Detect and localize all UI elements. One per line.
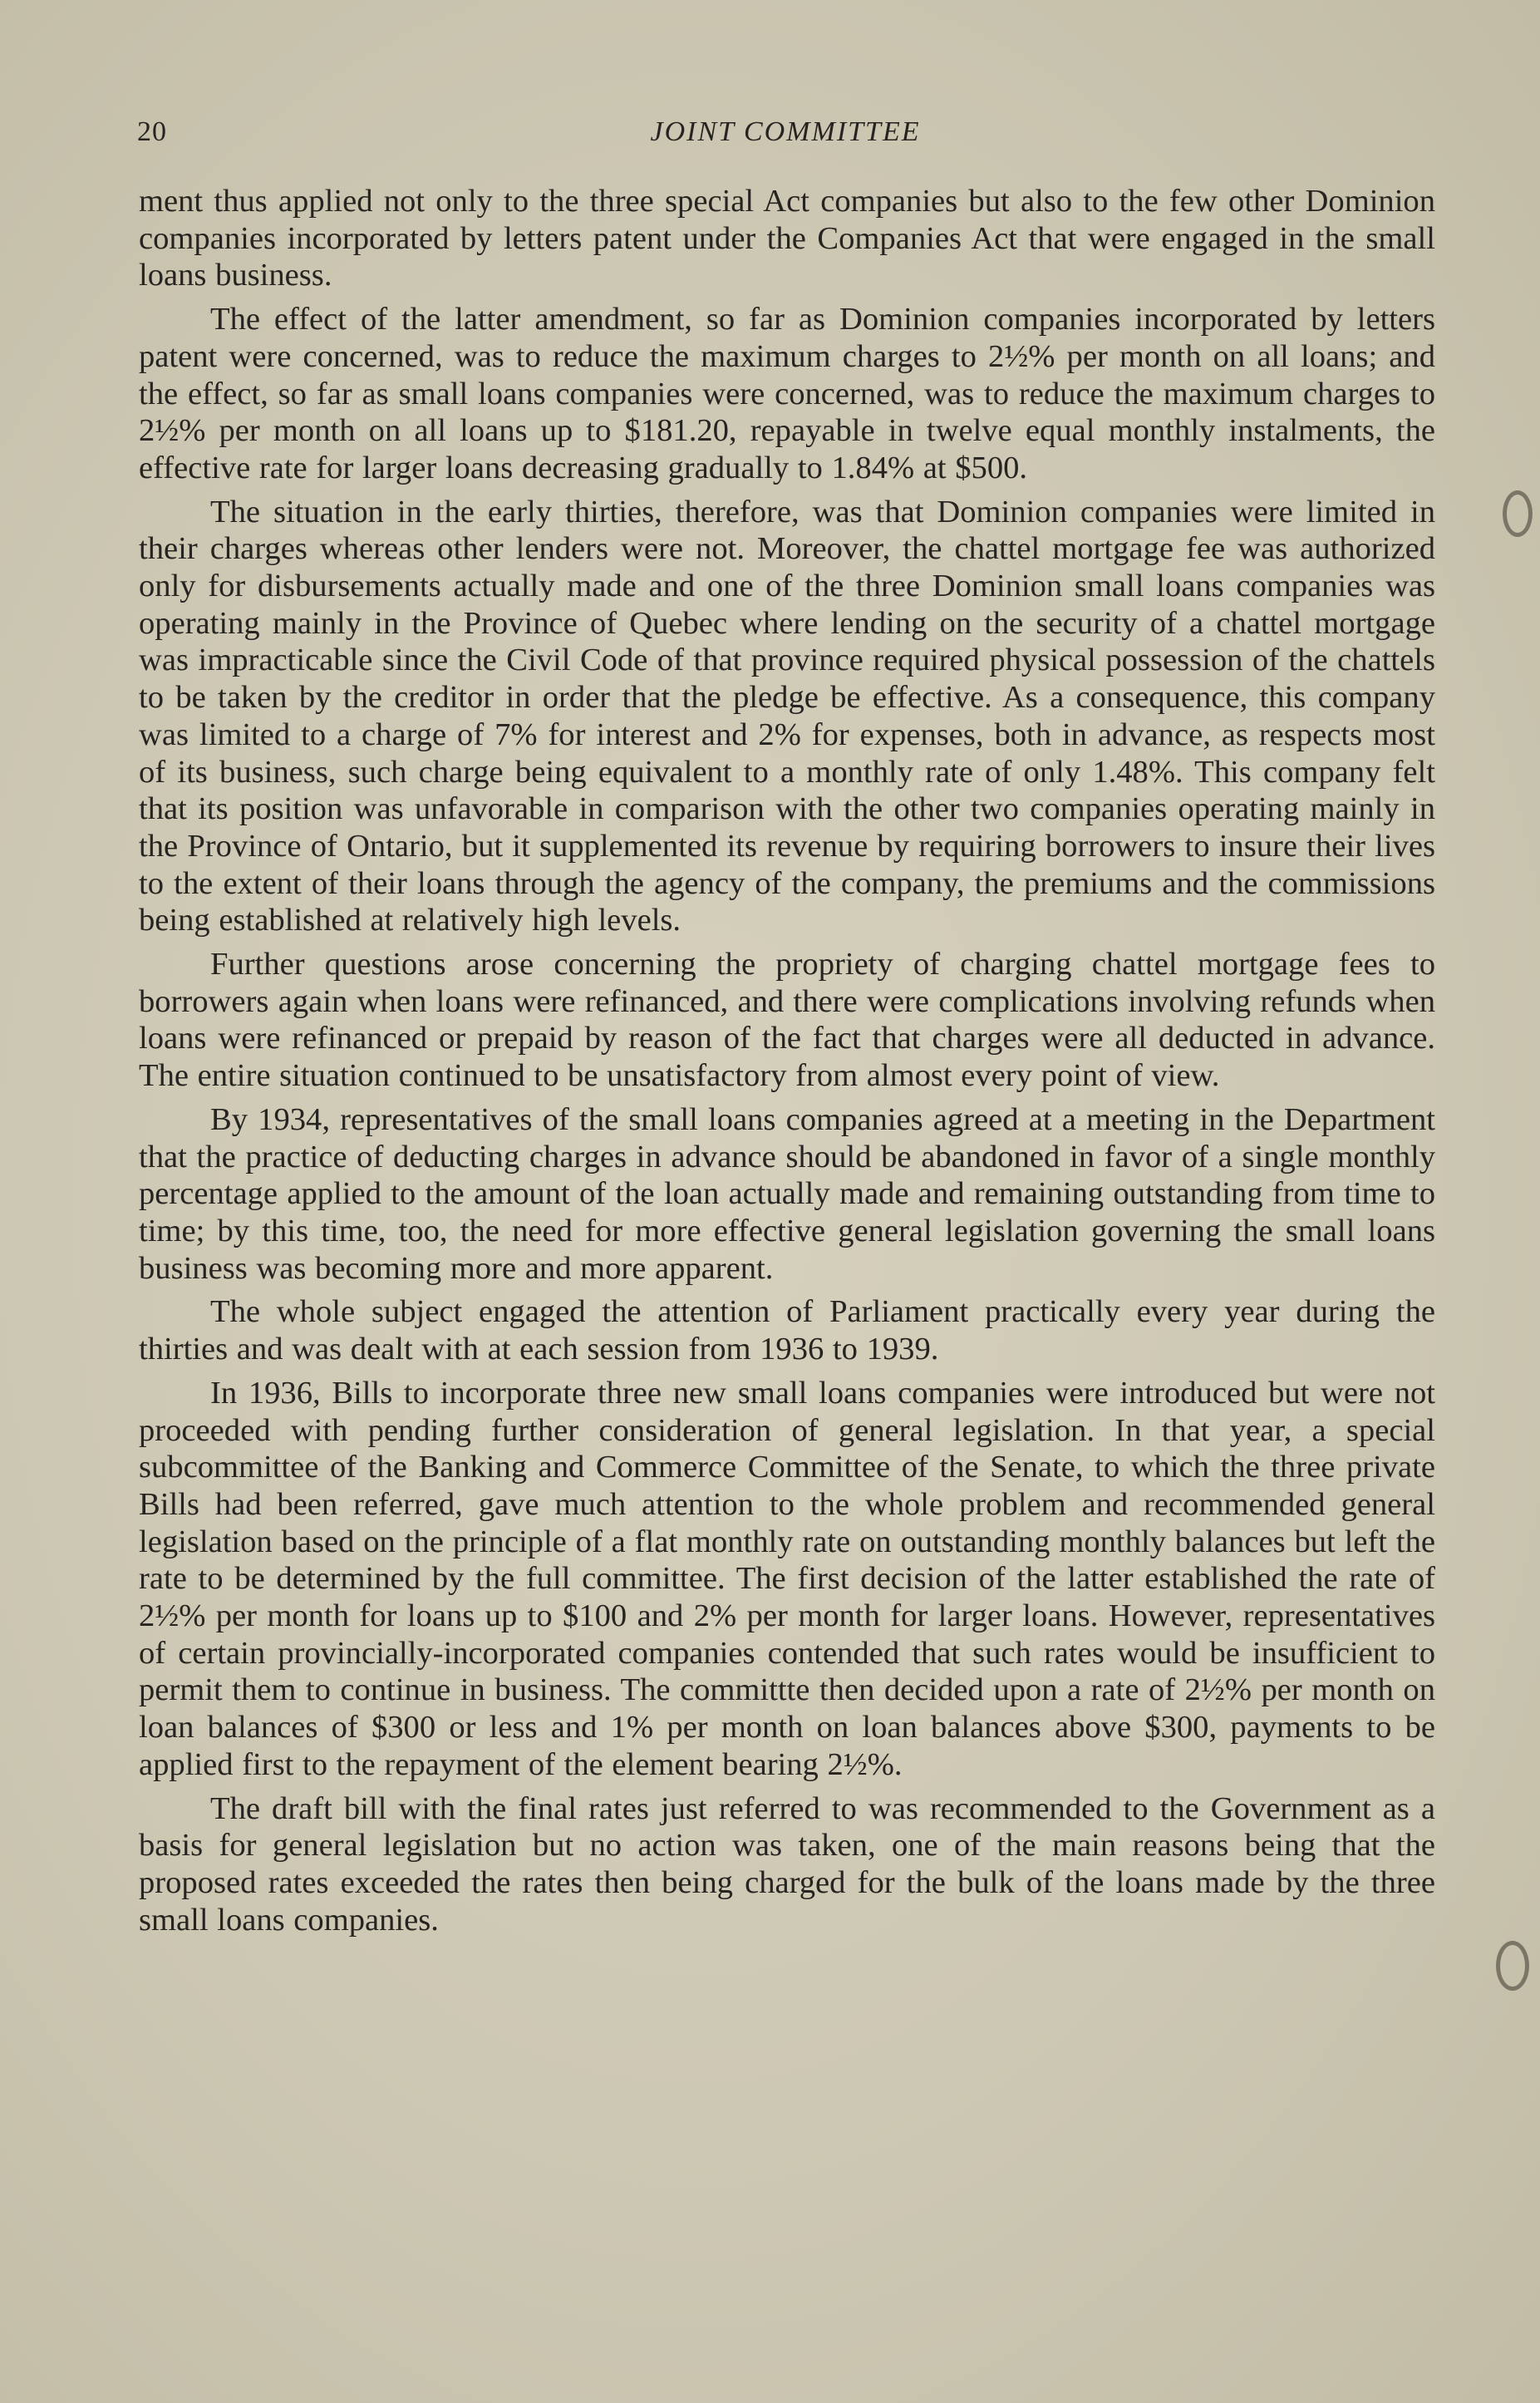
page-number: 20 <box>137 116 167 147</box>
binding-hole-mark <box>1503 490 1533 537</box>
running-head: JOINT COMMITTEE <box>650 116 921 147</box>
body-text <box>139 183 1435 1938</box>
paragraph-7: In 1936, Bills to incorporate three new small loans companies were introduced but were not proceeded with pending further consideration of general legislation. In that year, a special subcommittee of the Banking and Commerce Committee of the Senate, to which the three private Bills had been referred, gave much attention to the whole problem and recommended general legislation based on the principle of a flat monthly rate on outstanding monthly balances but left the rate to be determined by the full committee. The first decision of the latter established the rate of 2½% per month for loans up to $100 and 2% per month for larger loans. However, representatives of certain provincially-incorporated companies contended that such rates would be insufficient to permit them to continue in business. The committte then decided upon a rate of 2½% per month on loan balances of $300 or less and 1% per month on loan balances above $300, payments to be applied first to the repayment of the element bearing 2½%. <box>139 1375 1435 1782</box>
paragraph-2: The effect of the latter amendment, so far as Dominion companies incorporated by letters patent were concerned, was to reduce the maximum charges to 2½% per month on all loans; and the effect, so far as small loans companies were concerned, was to reduce the maximum charges to 2½% per month on all loans up to $181.20, repayable in twelve equal monthly instalments, the effective rate for larger loans decreasing gradually to 1.84% at $500. <box>139 302 1435 485</box>
paragraph-8: The draft bill with the final rates just referred to was recommended to the Government as a basis for general legislation but no action was taken, one of the main reasons being that the proposed rates exceeded the rates then being charged for the bulk of the loans made by the three small loans companies. <box>139 1790 1435 1938</box>
page-header <box>137 116 1434 158</box>
paragraph-6: The whole subject engaged the attention of Parliament practically every year during the thirties and was dealt with at each session from 1936 to 1939. <box>139 1294 1435 1367</box>
paragraph-1: ment thus applied not only to the three special Act companies but also to the few other Dominion companies incorporated by letters patent under the Companies Act that were engaged in the small loans business. <box>139 184 1435 293</box>
binding-hole-mark <box>1496 1941 1529 1991</box>
paragraph-5: By 1934, representatives of the small loans companies agreed at a meeting in the Department that the practice of deducting charges in advance should be abandoned in favor of a single monthly percentage applied to the amount of the loan actually made and remaining outstanding from time to time; by this time, too, the need for more effective general legislation governing the small loans business was becoming more and more apparent. <box>139 1101 1435 1286</box>
paragraph-4: Further questions arose concerning the propriety of charging chattel mortgage fees to borrowers again when loans were refinanced, and there were complications involving refunds when loans were refinanced or prepaid by reason of the fact that charges were all deducted in advance. The entire situation continued to be unsatisfactory from almost every point of view. <box>139 947 1435 1094</box>
paragraph-3: The situation in the early thirties, therefore, was that Dominion companies were limited in their charges whereas other lenders were not. Moreover, the chattel mortgage fee was authorized only for disbursements actually made and one of the three Dominion small loans companies was operating mainly in the Province of Quebec where lending on the security of a chattel mortgage was impracticable since the Civil Code of that province required physical possession of the chattels to be taken by the creditor in order that the pledge be effective. As a consequence, this company was limited to a charge of 7% for interest and 2% for expenses, both in advance, as respects most of its business, such charge being equivalent to a monthly rate of only 1.48%. This company felt that its position was unfavorable in comparison with the other two companies operating mainly in the Province of Ontario, but it supplemented its revenue by requiring borrowers to insure their lives to the extent of their loans through the agency of the company, the premiums and the commissions being established at relatively high levels. <box>139 494 1435 938</box>
